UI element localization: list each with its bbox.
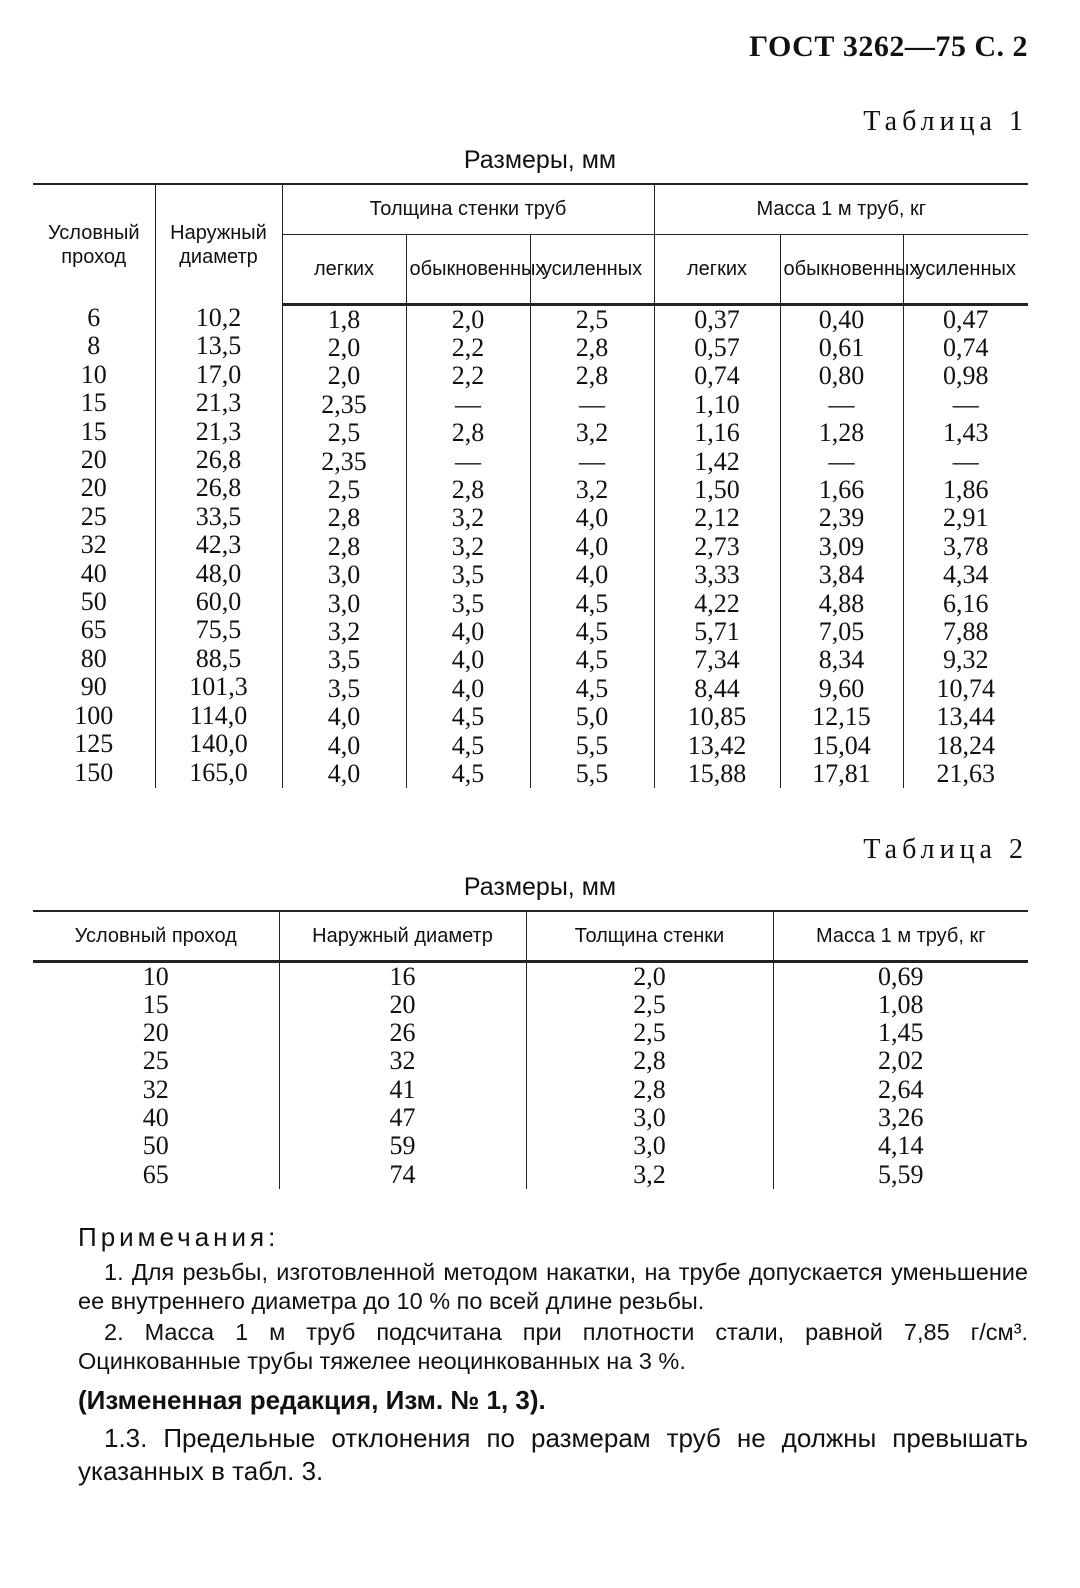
table-cell: 5,59 — [878, 1159, 924, 1189]
t1-col-mass-light — [654, 304, 780, 788]
table-cell: 6,16 — [943, 588, 989, 618]
table-cell: 21,63 — [936, 759, 996, 788]
table-cell: 1,50 — [694, 474, 740, 504]
table-cell: 7,34 — [694, 645, 740, 675]
t1-header-outer-diameter: Наружный диаметр — [155, 184, 282, 304]
table-cell: 32 — [80, 530, 107, 560]
t1-header-wall-reinforced: усиленных — [530, 234, 654, 304]
table-cell: 3,5 — [327, 673, 361, 703]
table-cell: 2,39 — [818, 503, 865, 533]
table-cell: 40 — [80, 558, 107, 588]
table-cell: 2,2 — [451, 332, 485, 362]
table-cell: 12,15 — [812, 702, 871, 732]
table-cell: 16 — [389, 961, 416, 991]
table2-label: Таблица 2 — [863, 834, 1028, 865]
table-cell: 75,5 — [195, 615, 242, 645]
t1-col-nominal-bore — [33, 304, 155, 788]
table-cell: 4,0 — [575, 503, 609, 533]
table-cell: 4,0 — [327, 702, 361, 732]
table-cell: 3,0 — [633, 1131, 666, 1161]
t1-col-mass-ordinary — [780, 304, 903, 788]
table-cell: 10,85 — [687, 702, 747, 732]
table-cell: 3,2 — [633, 1159, 666, 1189]
t2-col-mass — [773, 961, 1028, 1189]
table-cell: 10 — [80, 359, 107, 389]
table-cell: 13,5 — [195, 331, 242, 361]
t1-col-wall-ordinary — [406, 304, 530, 788]
table-cell: 3,2 — [451, 531, 485, 561]
table-cell: 74 — [389, 1159, 416, 1189]
table-cell: 2,5 — [327, 418, 361, 448]
table-cell: 140,0 — [189, 729, 248, 759]
table-cell: 3,09 — [818, 531, 865, 561]
table-cell: 26 — [389, 1018, 416, 1048]
t1-header-wall-ordinary: обыкновенных — [406, 234, 530, 304]
table-cell: 3,5 — [327, 645, 361, 675]
table-cell: 4,88 — [818, 588, 865, 618]
table-cell: 60,0 — [195, 587, 242, 617]
t1-header-mass: Масса 1 м труб, кг — [654, 184, 1028, 234]
table-cell: 1,43 — [943, 418, 989, 448]
table-cell: 150 — [74, 757, 114, 787]
table-cell: 2,91 — [943, 503, 989, 533]
table-cell: 47 — [389, 1102, 416, 1132]
table-cell: 1,08 — [878, 989, 924, 1019]
table-cell: 4,5 — [451, 730, 485, 760]
table-cell: 4,0 — [327, 759, 361, 788]
table-cell: 2,8 — [327, 531, 361, 561]
table-cell: 2,5 — [633, 989, 666, 1019]
table-cell: 0,61 — [818, 332, 865, 362]
amendment-note: (Измененная редакция, Изм. № 1, 3). — [78, 1385, 546, 1415]
table-cell: 4,5 — [575, 673, 609, 703]
t1-header-wall-light: легких — [282, 234, 406, 304]
table-cell: 4,0 — [575, 560, 609, 590]
t1-header-nominal-bore: Условный проход — [33, 184, 155, 304]
table1-caption: Размеры, мм — [463, 146, 617, 174]
table-cell: 2,8 — [575, 361, 609, 391]
table-cell: 101,3 — [189, 672, 248, 702]
table-cell: 2,5 — [633, 1018, 666, 1048]
table-cell: 8 — [87, 331, 101, 361]
table-cell: 15 — [142, 989, 169, 1019]
table-cell: 15 — [80, 388, 107, 418]
table-cell: 2,73 — [694, 531, 740, 561]
table-cell: 25 — [80, 501, 107, 531]
table-cell: 3,26 — [878, 1102, 924, 1132]
table-cell: 4,14 — [878, 1131, 924, 1161]
table-cell: 3,5 — [451, 560, 485, 590]
table-cell: 125 — [74, 729, 114, 759]
table-cell: 8,34 — [818, 645, 865, 675]
table-cell: 65 — [80, 615, 107, 645]
table-cell: 5,5 — [575, 759, 609, 788]
t2-header-mass: Масса 1 м труб, кг — [773, 911, 1028, 961]
table-cell: 2,8 — [633, 1046, 666, 1076]
table-cell: 114,0 — [189, 700, 248, 730]
note-1: 1. Для резьбы, изготовленной методом накатки, на трубе допускается уменьшение ее внутреннего диаметра до 10 % по всей длине резьбы. — [78, 1259, 1028, 1314]
table-cell: 50 — [142, 1131, 169, 1161]
table-cell: 25 — [142, 1046, 169, 1076]
table-cell: 4,5 — [575, 616, 609, 646]
table-cell: 18,24 — [936, 730, 996, 760]
table-cell: 15,88 — [687, 759, 747, 788]
table-cell: 4,0 — [575, 531, 609, 561]
note-2: 2. Масса 1 м труб подсчитана при плотности стали, равной 7,85 г/см³. Оцинкованные трубы тяжелее неоцинкованных на 3 %. — [78, 1319, 1028, 1374]
table2-caption: Размеры, мм — [463, 873, 617, 901]
table-cell: 3,2 — [575, 474, 609, 504]
table-cell: 165,0 — [189, 757, 248, 787]
table-cell: 10 — [142, 961, 169, 991]
clause-1-3: 1.3. Предельные отклонения по размерам труб не должны превышать указанных в табл. 3. — [78, 1423, 1028, 1486]
table-cell: 40 — [142, 1102, 169, 1132]
table-cell: 2,5 — [327, 474, 361, 504]
table-cell: 5,5 — [575, 730, 609, 760]
table-cell: 2,8 — [451, 418, 485, 448]
t1-header-mass-reinforced: усиленных — [903, 234, 1028, 304]
table-cell: 2,8 — [327, 503, 361, 533]
table-cell: 3,0 — [633, 1102, 666, 1132]
notes-title: Примечания: — [78, 1222, 280, 1252]
table-cell: 4,5 — [575, 645, 609, 675]
table-cell: — — [579, 446, 605, 476]
t1-header-wall-thickness: Толщина стенки труб — [282, 184, 654, 234]
t2-col-wall-thickness — [526, 961, 773, 1189]
t1-header-mass-light: легких — [654, 234, 780, 304]
t2-header-nominal-bore: Условный проход — [33, 911, 279, 961]
table1 — [33, 183, 1028, 788]
table-cell: 20 — [80, 445, 107, 475]
table-cell: 2,12 — [694, 503, 740, 533]
table-cell: 4,0 — [451, 673, 485, 703]
table-cell: 33,5 — [195, 501, 242, 531]
table-cell: 7,05 — [818, 616, 865, 646]
table-cell: 3,33 — [694, 560, 740, 590]
table-cell: 20 — [389, 989, 416, 1019]
document-header: ГОСТ 3262—75 С. 2 — [749, 30, 1028, 63]
table-cell: 2,64 — [878, 1074, 924, 1104]
table-cell: 1,10 — [694, 389, 740, 419]
t1-header-mass-ordinary: обыкновенных — [780, 234, 903, 304]
table-cell: 32 — [142, 1074, 169, 1104]
table-cell: 17,81 — [812, 759, 871, 788]
table1-label: Таблица 1 — [863, 106, 1028, 137]
t1-col-mass-reinforced — [903, 304, 1028, 788]
table-cell: 21,3 — [195, 388, 242, 418]
t2-col-outer-diameter — [279, 961, 526, 1189]
table-cell: 13,42 — [687, 730, 747, 760]
table-cell: 9,32 — [943, 645, 989, 675]
table-cell: 3,0 — [327, 588, 361, 618]
table-cell: 20 — [142, 1018, 169, 1048]
table-cell: 1,66 — [818, 474, 865, 504]
table-cell: 4,0 — [451, 616, 485, 646]
table-cell: 21,3 — [195, 416, 242, 446]
table-cell: 100 — [74, 700, 114, 730]
table-cell: — — [828, 389, 855, 419]
table-cell: 48,0 — [195, 558, 242, 588]
t2-header-wall-thickness: Толщина стенки — [526, 911, 773, 961]
table-cell: 4,0 — [327, 730, 361, 760]
table-cell: 42,3 — [195, 530, 242, 560]
table-cell: 20 — [80, 473, 107, 503]
table-cell: 2,35 — [321, 446, 367, 476]
table-cell: 15,04 — [812, 730, 871, 760]
table-cell: 0,69 — [878, 961, 924, 991]
table2 — [33, 910, 1028, 1189]
table-cell: 32 — [389, 1046, 416, 1076]
table-cell: 2,8 — [633, 1074, 666, 1104]
table-cell: 50 — [80, 587, 107, 617]
table-cell: 0,80 — [818, 361, 865, 391]
table-cell: 2,0 — [327, 361, 361, 391]
table-cell: 88,5 — [195, 643, 242, 673]
table-cell: 9,60 — [818, 673, 865, 703]
table-cell: — — [455, 389, 481, 419]
table-cell: 1,28 — [818, 418, 865, 448]
table-cell: 0,74 — [943, 332, 989, 362]
t1-col-wall-light — [282, 304, 406, 788]
table-cell: 10,74 — [936, 673, 996, 703]
table-cell: 2,0 — [327, 332, 361, 362]
table-cell: 2,0 — [633, 961, 666, 991]
table-cell: 1,16 — [694, 418, 740, 448]
table-cell: 3,2 — [327, 616, 361, 646]
table-cell: 4,0 — [451, 645, 485, 675]
table-cell: 0,57 — [694, 332, 740, 362]
table-cell: 3,0 — [327, 560, 361, 590]
t1-col-wall-reinforced — [530, 304, 654, 788]
table-cell: 13,44 — [936, 702, 996, 732]
t1-col-outer-diameter — [155, 304, 282, 788]
t2-col-nominal-bore — [33, 961, 279, 1189]
table-cell: 2,02 — [878, 1046, 924, 1076]
table-cell: 0,37 — [694, 304, 740, 334]
table-cell: 2,8 — [451, 474, 485, 504]
table-cell: 3,78 — [943, 531, 989, 561]
table-cell: 1,42 — [694, 446, 740, 476]
table-cell: 4,22 — [694, 588, 740, 618]
table-cell: 3,2 — [575, 418, 609, 448]
table-cell: 5,0 — [575, 702, 609, 732]
table-cell: 1,45 — [878, 1018, 924, 1048]
table-cell: 17,0 — [195, 359, 242, 389]
table-cell: — — [579, 389, 605, 419]
table-cell: 59 — [389, 1131, 416, 1161]
table-cell: 90 — [80, 672, 107, 702]
table-cell: 2,2 — [451, 361, 485, 391]
t2-header-outer-diameter: Наружный диаметр — [279, 911, 526, 961]
table-cell: 3,5 — [451, 588, 485, 618]
table-cell: 26,8 — [195, 473, 242, 503]
table-cell: 2,0 — [451, 304, 485, 334]
table-cell: 65 — [142, 1159, 169, 1189]
table-cell: 6 — [87, 303, 101, 332]
table-cell: 0,40 — [818, 304, 865, 334]
table-cell: 4,34 — [943, 560, 989, 590]
table-cell: 7,88 — [943, 616, 989, 646]
table-cell: 8,44 — [694, 673, 740, 703]
table-cell: — — [952, 389, 979, 419]
table-cell: 0,47 — [943, 304, 989, 334]
table-cell: 3,84 — [818, 560, 865, 590]
table-cell: 41 — [389, 1074, 416, 1104]
table-cell: 3,2 — [451, 503, 485, 533]
table-cell: — — [455, 446, 481, 476]
table-cell: 4,5 — [451, 702, 485, 732]
table-cell: 15 — [80, 416, 107, 446]
table-cell: 2,35 — [321, 389, 367, 419]
table-cell: 4,5 — [575, 588, 609, 618]
table-cell: 2,8 — [575, 332, 609, 362]
table-cell: 1,8 — [327, 304, 361, 334]
table-cell: 0,98 — [943, 361, 989, 391]
table-cell: 1,86 — [943, 474, 989, 504]
table-cell: 2,5 — [575, 304, 609, 334]
table-cell: 80 — [80, 643, 107, 673]
table-cell: — — [952, 446, 979, 476]
table-cell: 26,8 — [195, 445, 242, 475]
table-cell: 10,2 — [195, 303, 242, 332]
table-cell: 5,71 — [694, 616, 740, 646]
table-cell: 4,5 — [451, 759, 485, 788]
table-cell: 0,74 — [694, 361, 740, 391]
table-cell: — — [828, 446, 855, 476]
